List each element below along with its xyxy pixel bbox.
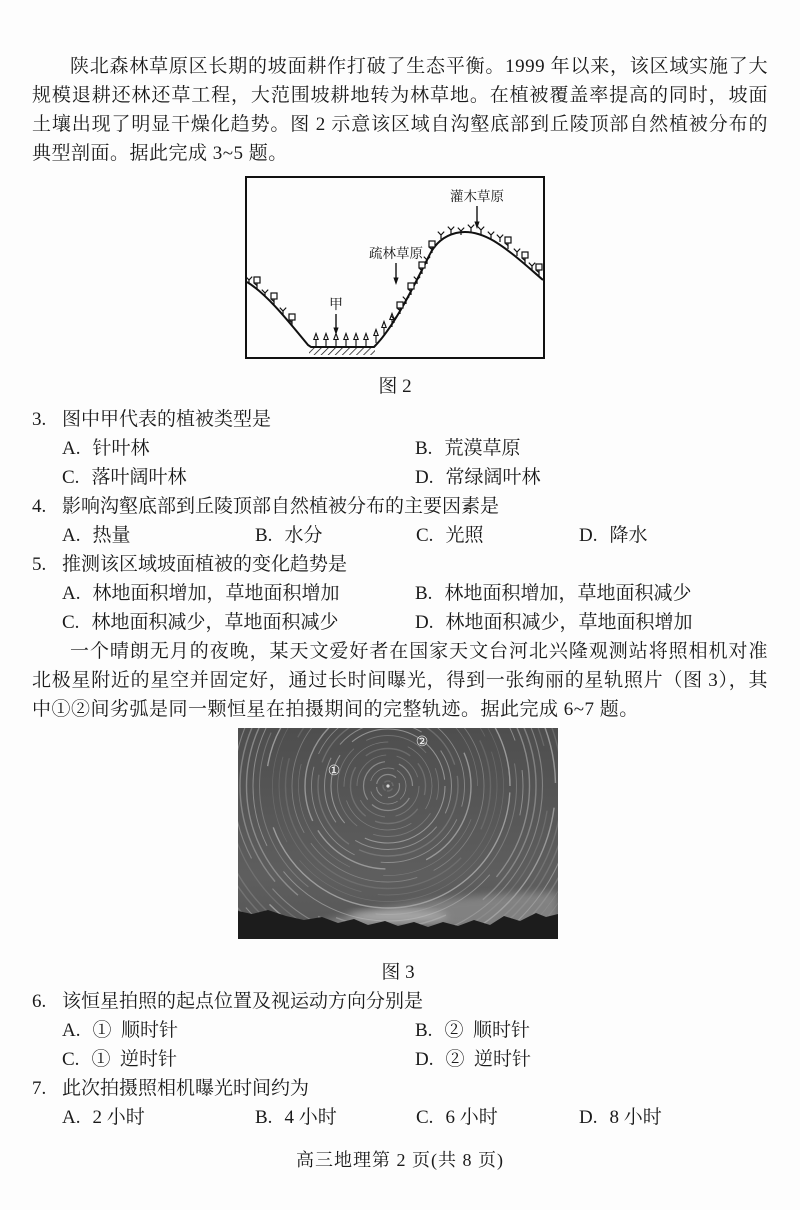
- figure2-label-jia: 甲: [329, 298, 343, 313]
- figure2-label-shrub-grassland: 灌木草原: [450, 189, 504, 204]
- question-3-stem: 图中甲代表的植被类型是: [62, 409, 272, 430]
- question-7: [32, 1074, 768, 1132]
- valley-tree-icons: [314, 314, 394, 348]
- figure3-star-photo: [238, 728, 558, 944]
- question-7-stem: 此次拍摄照相机曝光时间约为: [62, 1078, 310, 1099]
- figure3-image: [238, 728, 558, 939]
- question-6-number: 6.: [32, 991, 47, 1012]
- question-4-stem: 影响沟壑底部到丘陵顶部自然植被分布的主要因素是: [62, 496, 500, 517]
- horizon-bright-spot: [348, 910, 448, 922]
- gully-floor-hatch: [309, 348, 375, 355]
- question-4-option-c: C. 光照: [416, 525, 484, 546]
- question-5: [32, 550, 768, 637]
- page-footer: 高三地理第 2 页(共 8 页): [296, 1150, 504, 1170]
- question-3-option-c: C. 落叶阔叶林: [62, 467, 187, 488]
- figure2-border: [246, 177, 544, 358]
- figure2-caption: 图 2: [378, 376, 412, 397]
- question-5-option-b: B. 林地面积增加，草地面积减少: [415, 583, 692, 604]
- passage-vegetation: 陕北森林草原区长期的坡面耕作打破了生态平衡。1999 年以来，该区域实施了大规模退耕还林还草工程，大范围坡耕地转为林草地。在植被覆盖率提高的同时，坡面土壤出现了明显干燥化趋势。图 2 示意该区域自沟壑底部到丘陵顶部自然植被分布的典型剖面。据此完成 3~5 题。: [32, 56, 768, 164]
- question-4-option-b: B. 水分: [255, 525, 323, 546]
- question-4-option-d: D. 降水: [579, 525, 648, 546]
- question-5-option-d: D. 林地面积减少，草地面积增加: [415, 612, 693, 633]
- question-5-number: 5.: [32, 554, 47, 575]
- figure3-caption: 图 3: [381, 962, 415, 983]
- question-4: [32, 492, 768, 550]
- question-6-option-c: C. ① 逆时针: [62, 1049, 177, 1070]
- question-4-option-a: A. 热量: [62, 525, 131, 546]
- question-7-option-c: C. 6 小时: [416, 1107, 498, 1128]
- question-6-option-d: D. ② 逆时针: [415, 1049, 531, 1070]
- question-3-option-a: A. 针叶林: [62, 438, 150, 459]
- question-7-option-a: A. 2 小时: [62, 1107, 145, 1128]
- question-5-option-a: A. 林地面积增加，草地面积增加: [62, 583, 340, 604]
- arrowhead-sparse: [393, 278, 398, 286]
- marker-1: ①: [327, 764, 341, 779]
- question-7-option-b: B. 4 小时: [255, 1107, 337, 1128]
- question-6-stem: 该恒星拍照的起点位置及视运动方向分别是: [62, 991, 424, 1012]
- marker-2: ②: [415, 735, 429, 750]
- question-3-option-b: B. 荒漠草原: [415, 438, 521, 459]
- question-5-stem: 推测该区域坡面植被的变化趋势是: [62, 554, 348, 575]
- question-6-option-a: A. ① 顺时针: [62, 1020, 178, 1041]
- question-7-option-d: D. 8 小时: [579, 1107, 662, 1128]
- figure2-vegetation-profile: [245, 176, 545, 364]
- figure2-label-sparse-forest: 疏林草原: [369, 246, 423, 261]
- question-6: [32, 987, 768, 1074]
- arrowhead-jia: [333, 328, 338, 336]
- right-slope-tree-icons: [497, 235, 542, 276]
- question-5-option-c: C. 林地面积减少，草地面积减少: [62, 612, 339, 633]
- question-7-number: 7.: [32, 1078, 47, 1099]
- passage-star-trails: 一个晴朗无月的夜晚，某天文爱好者在国家天文台河北兴隆观测站将照相机对准北极星附近的星空并固定好，通过长时间曝光，得到一张绚丽的星轨照片（图 3），其中①②间劣弧是同一颗恒星在拍摄期间的完整轨迹。据此完成 6~7 题。: [32, 641, 768, 720]
- question-6-option-b: B. ② 顺时针: [415, 1020, 530, 1041]
- question-3-number: 3.: [32, 409, 47, 430]
- question-3-option-d: D. 常绿阔叶林: [415, 467, 541, 488]
- question-3: [32, 405, 768, 492]
- question-4-number: 4.: [32, 496, 47, 517]
- figure2-diagram: [245, 176, 545, 359]
